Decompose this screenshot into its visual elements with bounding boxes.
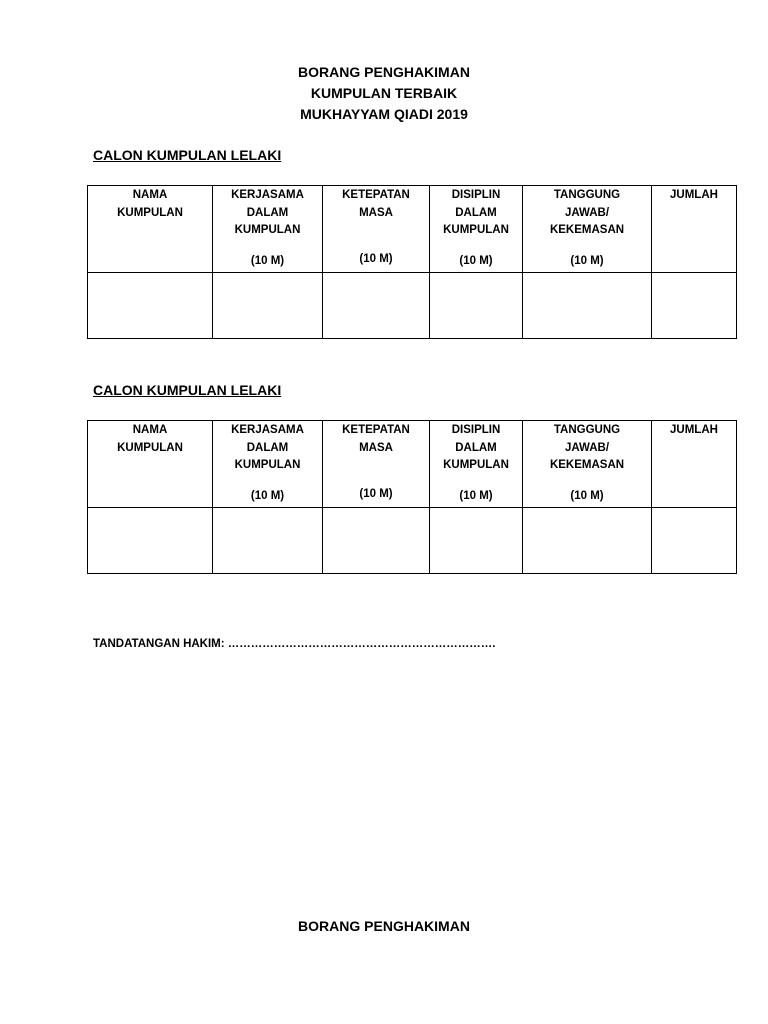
max-mark: (10 M) [459,254,493,267]
header-total: JUMLAH [652,421,737,508]
max-mark: (10 M) [359,487,393,500]
punctuality-score-cell[interactable] [323,273,430,339]
responsibility-score-cell[interactable] [523,508,652,574]
header-discipline: DISIPLIN DALAM KUMPULAN (10 M) [430,421,523,508]
responsibility-score-cell[interactable] [523,273,652,339]
judge-signature-line[interactable]: TANDATANGAN HAKIM: ……………………………………………………………. [93,638,496,650]
cooperation-score-cell[interactable] [213,273,323,339]
max-mark: (10 M) [570,254,604,267]
header-responsibility: TANGGUNG JAWAB/ KEKEMASAN (10 M) [523,186,652,273]
next-page-title: BORANG PENGHAKIMAN [298,918,470,934]
header-responsibility: TANGGUNG JAWAB/ KEKEMASAN (10 M) [523,421,652,508]
group-name-cell[interactable] [88,273,213,339]
judging-table-1 [87,185,737,339]
form-header [0,62,768,125]
discipline-score-cell[interactable] [430,273,523,339]
total-score-cell[interactable] [652,273,737,339]
header-discipline: DISIPLIN DALAM KUMPULAN (10 M) [430,186,523,273]
max-mark: (10 M) [459,489,493,502]
form-title: BORANG PENGHAKIMAN [298,64,470,80]
total-score-cell[interactable] [652,508,737,574]
event-name: MUKHAYYAM QIADI 2019 [300,106,468,122]
section-title-1: CALON KUMPULAN LELAKI [93,147,282,163]
discipline-score-cell[interactable] [430,508,523,574]
table-row [88,273,737,339]
judging-table-2 [87,420,737,574]
max-mark: (10 M) [570,489,604,502]
header-group-name: NAMA KUMPULAN [88,421,213,508]
header-cooperation: KERJASAMA DALAM KUMPULAN (10 M) [213,186,323,273]
punctuality-score-cell[interactable] [323,508,430,574]
max-mark: (10 M) [250,489,285,502]
form-subtitle: KUMPULAN TERBAIK [310,85,458,101]
cooperation-score-cell[interactable] [213,508,323,574]
group-name-cell[interactable] [88,508,213,574]
table-header-row [88,186,737,273]
header-cooperation: KERJASAMA DALAM KUMPULAN (10 M) [213,421,323,508]
section-title-2: CALON KUMPULAN LELAKI [93,382,282,398]
max-mark: (10 M) [359,252,393,265]
table-row [88,508,737,574]
header-group-name: NAMA KUMPULAN [88,186,213,273]
max-mark: (10 M) [250,254,285,267]
header-punctuality: KETEPATAN MASA (10 M) [323,421,430,508]
header-total: JUMLAH [652,186,737,273]
table-header-row [88,421,737,508]
header-punctuality: KETEPATAN MASA (10 M) [323,186,430,273]
